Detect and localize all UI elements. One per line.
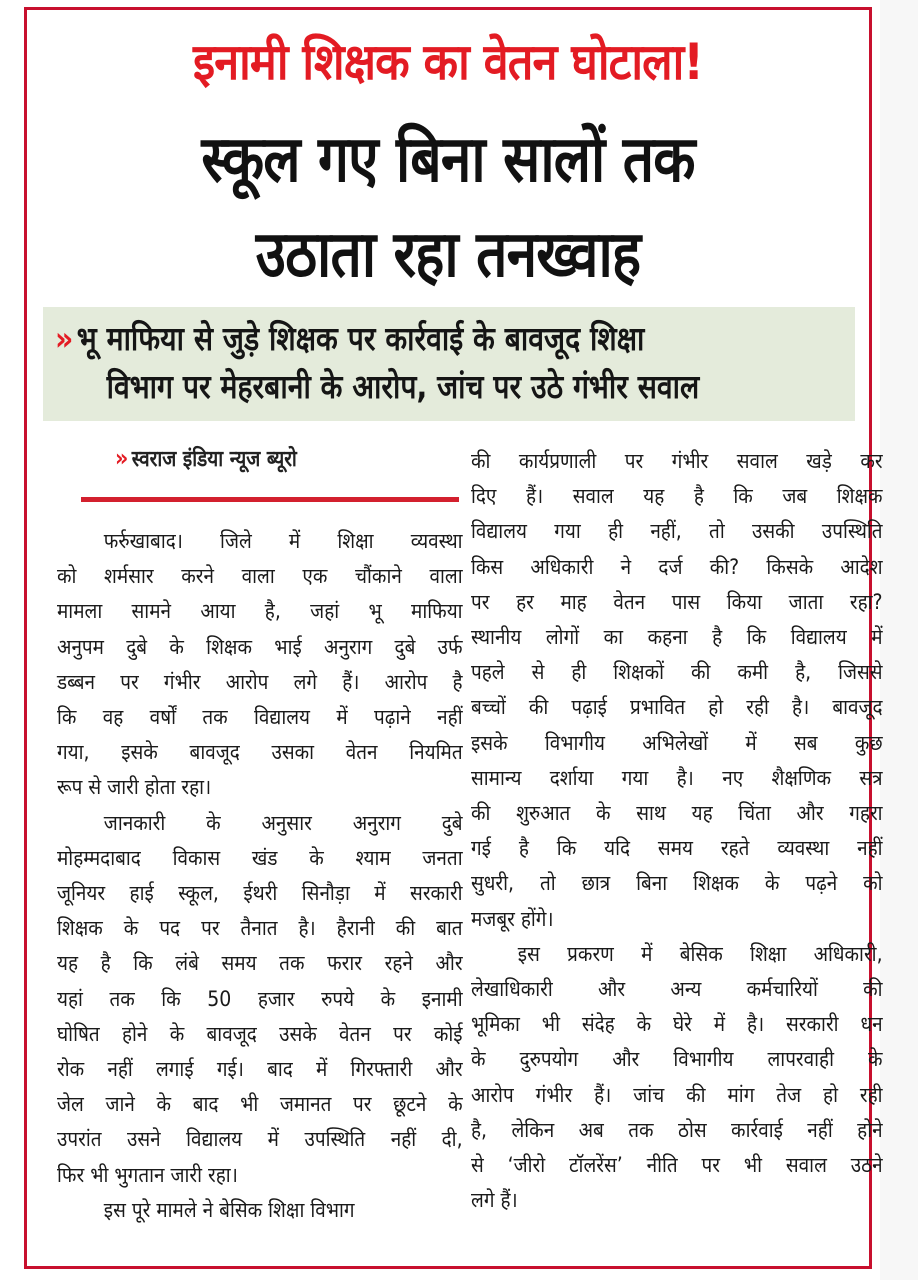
article-text-line: रोक नहीं लगाई गई। बाद में गिरफ्तारी और [57,1057,463,1082]
article-text-line: मामला सामने आया है, जहां भू माफिया [57,599,463,624]
article-text-line: इस प्रकरण में बेसिक शिक्षा अधिकारी, [517,941,883,966]
article-text-line: से ‘जीरो टॉलरेंस’ नीति पर भी सवाल उठने [471,1153,883,1178]
article-text-line: अनुपम दुबे के शिक्षक भाई अनुराग दुबे उर्फ [57,634,463,659]
article-text-line: इसके विभागीय अभिलेखों में सब कुछ [471,730,883,755]
left-column [57,524,463,1228]
article-text-line: मजबूर होंगे। [471,906,554,931]
byline-divider [81,497,459,502]
article-text-line: की शुरुआत के साथ यह चिंता और गहरा [471,801,883,826]
article-text-line: है, लेकिन अब तक ठोस कार्रवाई नहीं होने [471,1117,883,1142]
article-text-line: गया, इसके बावजूद उसका वेतन नियमित [57,740,463,765]
double-chevron-icon: » [115,444,124,472]
article-text-line: मोहम्मदाबाद विकास खंड के श्याम जनता [57,845,463,870]
article-text-line: यहां तक कि 50 हजार रुपये के इनामी [57,986,463,1011]
article-text-line: इस पूरे मामले ने बेसिक शिक्षा विभाग [103,1197,355,1222]
article-text-line: लेखाधिकारी और अन्य कर्मचारियों की [471,977,883,1002]
main-headline-line-1: स्कूल गए बिना सालों तक [201,123,695,197]
article-text-line: जूनियर हाई स्कूल, ईथरी सिनौड़ा में सरकारी [57,881,463,906]
article-text-line: उपरांत उसने विद्यालय में उपस्थिति नहीं दी, [57,1127,463,1152]
article-text-line: लगे हैं। [471,1188,518,1213]
deck-line-2: विभाग पर मेहरबानी के आरोप, जांच पर उठे गंभीर सवाल [106,367,700,406]
article-text-line: यह है कि लंबे समय तक फरार रहने और [57,951,463,976]
page-margin [880,0,918,1280]
article-text-line: बच्चों की पढ़ाई प्रभावित हो रही है। बावजूद [471,695,883,720]
article-text-line: डब्बन पर गंभीर आरोप लगे हैं। आरोप है [57,669,463,694]
article-text-line: के दुरुपयोग और विभागीय लापरवाही के [471,1047,883,1072]
article-text-line: गई है कि यदि समय रहते व्यवस्था नहीं [471,836,883,861]
article-text-line: घोषित होने के बावजूद उसके वेतन पर कोई [57,1021,463,1046]
byline-text: स्वराज इंडिया न्यूज ब्यूरो [131,447,297,472]
article-text-line: स्थानीय लोगों का कहना है कि विद्यालय में [471,625,883,650]
article-text-line: आरोप गंभीर हैं। जांच की मांग तेज हो रही [471,1082,883,1107]
article-text-line: किस अधिकारी ने दर्ज की? किसके आदेश [471,554,883,579]
article-text-line: फर्रुखाबाद। जिले में शिक्षा व्यवस्था [103,529,463,553]
deck-text-1: भू माफिया से जुड़े शिक्षक पर कार्रवाई के बावजूद शिक्षा [76,319,645,358]
article-text-line: रूप से जारी होता रहा। [57,775,212,800]
right-column [471,444,883,1218]
article-text-line: सुधरी, तो छात्र बिना शिक्षक के पढ़ने को [471,871,883,896]
article-text-line: दिए हैं। सवाल यह है कि जब शिक्षक [471,484,883,509]
article-text-line: शिक्षक के पद पर तैनात है। हैरानी की बात [57,916,463,941]
article-text-line: फिर भी भुगतान जारी रहा। [57,1162,238,1187]
kicker-headline: इनामी शिक्षक का वेतन घोटाला! [193,33,703,91]
article-text-line: भूमिका भी संदेह के घेरे में है। सरकारी धन [471,1012,883,1037]
deck-line-1 [55,315,734,363]
article-text-line: पर हर माह वेतन पास किया जाता रहा? [471,589,883,614]
double-chevron-icon: » [55,319,69,358]
main-headline-line-2: उठाता रहा तनख्वाह [255,218,641,292]
article-text-line: जेल जाने के बाद भी जमानत पर छूटने के [57,1092,463,1117]
article-text-line: जानकारी के अनुसार अनुराग दुबे [103,810,463,835]
article-text-line: पहले से ही शिक्षकों की कमी है, जिससे [471,660,883,685]
article-text-line: कि वह वर्षों तक विद्यालय में पढ़ाने नहीं [57,705,463,730]
deck-subheadline [43,307,855,421]
article-text-line: विद्यालय गया ही नहीं, तो उसकी उपस्थिति [471,519,883,544]
news-clipping [24,7,883,1269]
article-text-line: सामान्य दर्शाया गया है। नए शैक्षणिक सत्र [471,765,883,790]
article-text-line: को शर्मसार करने वाला एक चौंकाने वाला [57,564,463,589]
article-text-line: की कार्यप्रणाली पर गंभीर सवाल खड़े कर [471,449,883,473]
byline [115,440,297,478]
